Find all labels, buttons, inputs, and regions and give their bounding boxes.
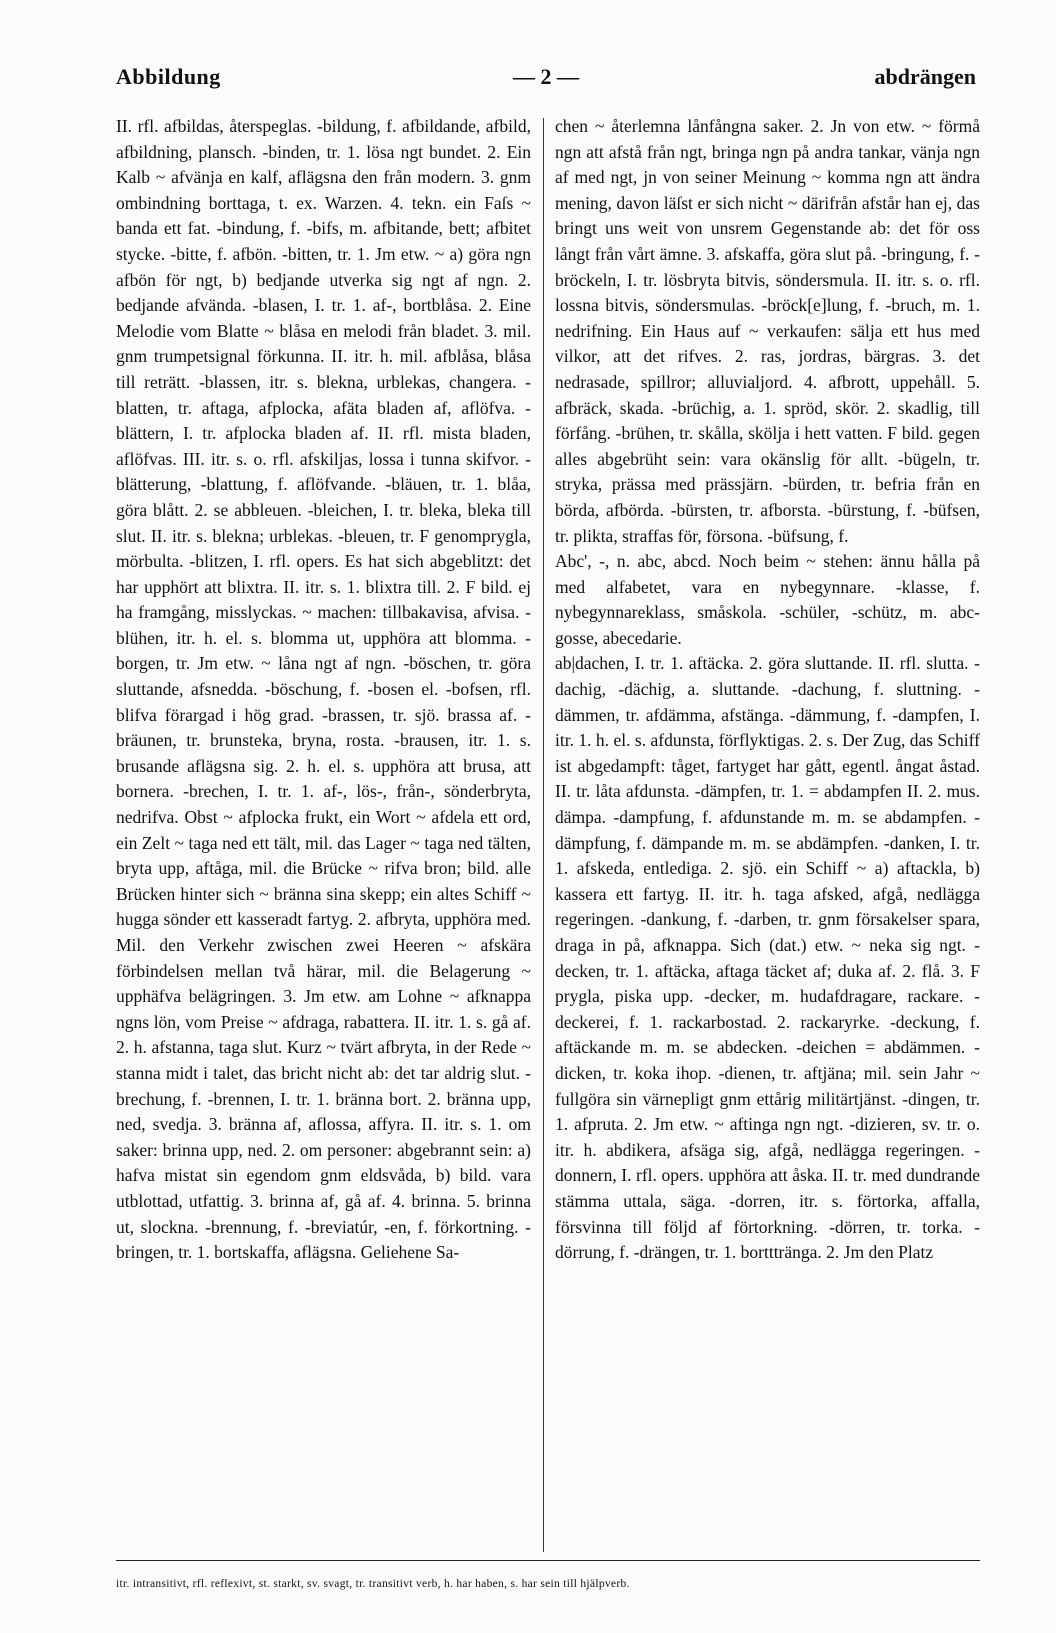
abbreviation-legend: itr. intransitivt, rfl. reflexivt, st. starkt, sv. svagt, tr. transitivt verb, h. har haben, s. har sein till hjälpverb.	[116, 1578, 630, 1590]
right-column-text: chen ~ återlemna lånfångna saker. 2. Jn von etw. ~ förmå ngn att afstå från ngt, bringa ngn på andra tankar, vänja ngn af med ngt, jn von seiner Meinung ~ komma ngn att ändra mening, davon läſst er sich nicht ~ därifrån afstår han ej, das bringt uns weit von unsrem Gegenstande ab: det för oss långt från vårt ämne. 3. afskaffa, göra slut på. -bringung, f. -bröckeln, I. tr. lösbryta bitvis, söndersmula. II. itr. s. o. rfl. lossna bitvis, söndersmulas. -bröck[e]lung, f. -bruch, m. 1. nedrifning. Ein Haus auf ~ verkaufen: sälja ett hus med vilkor, att det rifves. 2. ras, jordras, bärgras. 3. det nedrasade, spillror; alluvialjord. 4. afbrott, uppehåll. 5. afbräck, skada. -brüchig, a. 1. spröd, skör. 2. skadlig, till förfång. -brühen, tr. skålla, skölja i hett vatten. F bild. gegen alles abgebrüht sein: vara okänslig för allt. -bügeln, tr. stryka, prässa med prässjärn. -bürden, tr. befria från en börda, afbörda. -bürsten, tr. afborsta. -bürstung, f. -büfsen, tr. plikta, straffas för, försona. -büfsung, f. Abc', -, n. abc, abcd. Noch beim ~ stehen: ännu hålla på med alfabetet, vara en nybegynnare. -klasse, f. nybegynnareklass, småskola. -schüler, -schütz, m. abc-gosse, abecedarie. ab|dachen, I. tr. 1. aftäcka. 2. göra sluttande. II. rfl. slutta. -dachig, -dächig, a. sluttande. -dachung, f. sluttning. -dämmen, tr. afdämma, afstänga. -dämmung, f. -dampfen, I. itr. 1. h. el. s. afdunsta, förflyktigas. 2. s. Der Zug, das Schiff ist abgedampft: tåget, fartyget har gått, egentl. ångat åstad. II. tr. låta afdunsta. -dämpfen, tr. 1. = abdampfen II. 2. mus. dämpa. -dampfung, f. afdunstande m. m. se abdampfen. -dämpfung, f. dämpande m. m. se abdämpfen. -danken, I. tr. 1. afskeda, entlediga. 2. sjö. ein Schiff ~ a) aftackla, b) kassera ett fartyg. II. itr. h. taga afsked, afgå, nedlägga regeringen. -dankung, f. -darben, tr. gnm försakelser spara, draga in på, afknappa. Sich (dat.) etw. ~ neka sig ngt. -decken, tr. 1. aftäcka, aftaga täcket af; duka af. 2. flå. 3. F prygla, piska upp. -decker, m. hudafdragare, rackare. -deckerei, f. 1. rackarbostad. 2. rackaryrke. -deckung, f. aftäckande m. m. se abdecken. -deichen = abdämmen. -dicken, tr. koka ihop. -dienen, tr. aftjäna; mil. sein Jahr ~ fullgöra sin värnepligt gnm ettårig militärtjänst. -dingen, tr. 1. afpruta. 2. Jm etw. ~ aftinga ngn ngt. -dizieren, sv. tr. o. itr. h. abdikera, afsäga sig, afgå, nedlägga regeringen. -donnern, I. rfl. opers. upphöra att åska. II. tr. med dundrande stämma uttala, säga. -dorren, itr. s. förtorka, affalla, försvinna till följd af förtorkning. -dörren, tr. torka. -dörrung, f. -drängen, tr. 1. bortttränga. 2. Jm den Platz	[555, 116, 980, 1263]
header-last-word: abdrängen	[874, 64, 976, 89]
page-number: — 2 —	[513, 64, 579, 89]
footer-rule	[116, 1560, 980, 1561]
page-header	[116, 64, 976, 100]
column-divider	[543, 118, 544, 1552]
header-first-word: Abbildung	[116, 64, 221, 89]
left-column-text: II. rfl. afbildas, återspeglas. -bildung, f. afbildande, afbild, afbildning, plansch. -binden, tr. 1. lösa ngt bundet. 2. Ein Kalb ~ afvänja en kalf, aflägsna den från modern. 3. gnm ombindning borttaga, t. ex. Warzen. 4. tekn. ein Faſs ~ banda ett fat. -bindung, f. -bifs, m. afbitande, bett; afbitet stycke. -bitte, f. afbön. -bitten, tr. 1. Jm etw. ~ a) göra ngn afbön för ngt, b) bedjande utverka sig ngt af ngn. 2. bedjande afvända. -blasen, I. tr. 1. af-, bortblåsa. 2. Eine Melodie vom Blatte ~ blåsa en melodi från bladet. 3. mil. gnm trumpetsignal förkunna. II. itr. h. mil. afblåsa, blåsa till reträtt. -blassen, itr. s. blekna, urblekas, changera. -blatten, tr. aftaga, afplocka, afäta bladen af, aflöfva. -blättern, I. tr. afplocka bladen af. II. rfl. mista bladen, aflöfvas. III. itr. s. o. rfl. afskiljas, lossa i tunna skifvor. -blätterung, -blattung, f. aflöfvande. -bläuen, tr. 1. blåa, göra blått. 2. se abbleuen. -bleichen, I. tr. bleka, bleka till slut. II. itr. s. blekna; urblekas. -bleuen, tr. F genomprygla, mörbulta. -blitzen, I. rfl. opers. Es hat sich abgeblitzt: det har upphört att blixtra. II. itr. s. 1. blixtra till. 2. F bild. ej ha framgång, misslyckas. ~ machen: tillbakavisa, afvisa. -blühen, itr. h. el. s. blomma ut, upphöra att blomma. -borgen, tr. Jm etw. ~ låna ngt af ngn. -böschen, tr. göra sluttande, afsnedda. -böschung, f. -bosen el. -bofsen, rfl. blifva förargad i hög grad. -brassen, tr. sjö. brassa af. -bräunen, tr. brunsteka, bryna, rosta. -brausen, itr. 1. s. brusande aflägsna sig. 2. h. el. s. upphöra att brusa, att bornera. -brechen, I. tr. 1. af-, lös-, från-, sönderbryta, nedrifva. Obst ~ afplocka frukt, ein Wort ~ afdela ett ord, ein Zelt ~ taga ned ett tält, mil. das Lager ~ taga ned tälten, bryta upp, aftåga, mil. die Brücke ~ rifva bron; bild. alle Brücken hinter sich ~ bränna sina skepp; ein altes Schiff ~ hugga sönder ett kasseradt fartyg. 2. afbryta, upphöra med. Mil. den Verkehr zwischen zwei Heeren ~ afskära förbindelsen mellan två härar, mil. die Belagerung ~ upphäfva belägringen. 3. Jm etw. am Lohne ~ afknappa ngns lön, vom Preise ~ afdraga, rabattera. II. itr. 1. s. gå af. 2. h. afstanna, taga slut. Kurz ~ tvärt afbryta, in der Rede ~ stanna midt i talet, das bricht nicht ab: det tar aldrig slut. -brechung, f. -brennen, I. tr. 1. bränna bort. 2. bränna upp, ned, svedja. 3. bränna af, aflossa, affyra. II. itr. s. 1. om saker: brinna upp, ned. 2. om personer: abgebrannt sein: a) hafva mistat sin egendom gnm eldsvåda, b) bild. vara utblottad, utfattig. 3. brinna af, gå af. 4. brinna. 5. brinna ut, slockna. -brennung, f. -breviatúr, -en, f. förkortning. -bringen, tr. 1. bortskaffa, aflägsna. Geliehene Sa-	[116, 116, 531, 1263]
